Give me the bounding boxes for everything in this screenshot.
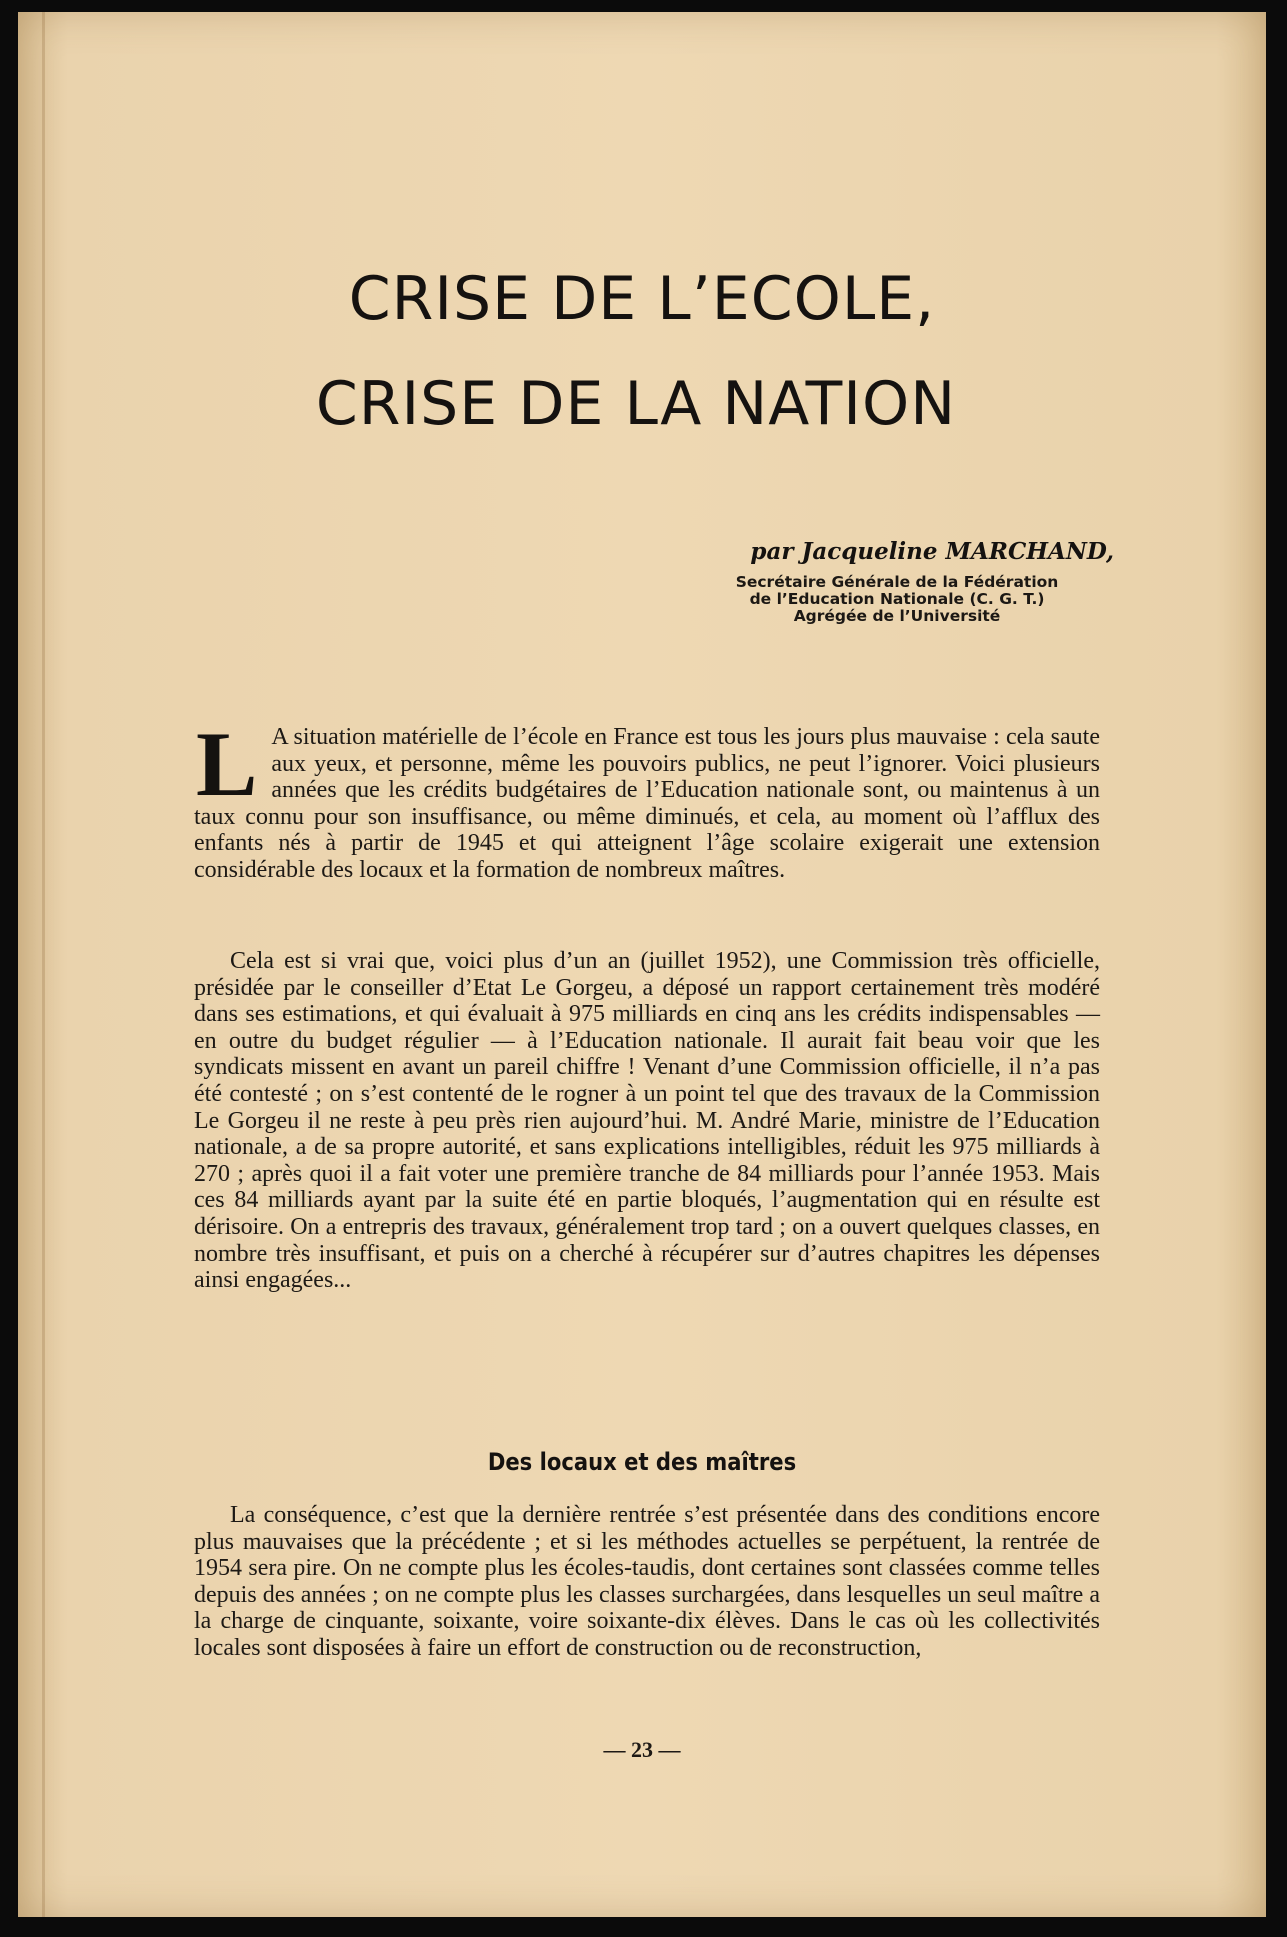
paragraph-2: Cela est si vrai que, voici plus d’un an (juillet 1952), une Commission très officielle, présidée par le conseiller d’Etat Le Gorgeu, a déposé un rapport certainement très modéré dans ses estimations, et qui évaluait à 975 milliards en cinq ans les crédits indispensables — en outre du budget régulier — à l’Education nationale. Il aurait fait beau voir que les syndicats missent en avant un pareil chiffre ! Venant d’une Commission officielle, il n’a pas été contesté ; on s’est contenté de le rogner à un point tel que des travaux de la Commission Le Gorgeu il ne reste à peu près rien aujourd’hui. M. André Marie, ministre de l’Education nationale, a de sa propre autorité, et sans explications intelligibles, réduit les 975 milliards à 270 ; après quoi il a fait voter une première tranche de 84 milliards pour l’année 1953. Mais ces 84 milliards ayant par la suite été en partie bloqués, l’augmentation qui en résulte est dérisoire. On a entrepris des travaux, généralement trop tard ; on a ouvert quelques classes, en nombre très insuffisant, et puis on a cherché à récupérer sur d’autres chapitres les dépenses ainsi engagées... <box>194 948 1100 1294</box>
paragraph-3: La conséquence, c’est que la dernière rentrée s’est présentée dans des conditions encore plus mauvaises que la précédente ; et si les méthodes actuelles se perpétuent, la rentrée de 1954 sera pire. On ne compte plus les écoles-taudis, dont certaines sont classées comme telles depuis des années ; on ne compte plus les classes surchargées, dans lesquelles un seul maître a la charge de cinquante, soixante, voire soixante-dix élèves. Dans le cas où les collectivités locales sont disposées à faire un effort de construction ou de reconstruction, <box>194 1502 1100 1661</box>
author-byline: par Jacqueline MARCHAND, <box>750 538 1114 565</box>
author-affiliation-line-1: Secrétaire Générale de la Fédération <box>735 573 1059 591</box>
article-title-line-2: CRISE DE LA NATION <box>315 369 957 439</box>
author-affiliation-line-2: de l’Education Nationale (C. G. T.) <box>749 590 1045 608</box>
paragraph-1-text: A situation matérielle de l’école en France est tous les jours plus mauvaise : cela saute aux yeux, et personne, même les pouvoirs publics, ne peut l’ignorer. Voici plusieurs années que les crédits budgétaires de l’Education nationale sont, ou maintenus à un taux connu pour son insuffisance, ou même diminués, et cela, au moment où l’afflux des enfants nés à partir de 1945 et qui atteignent l’âge scolaire exigerait une extension considérable des locaux et la formation de nombreux maîtres. <box>194 724 1100 883</box>
drop-cap: L <box>196 713 258 815</box>
author-affiliation-line-3: Agrégée de l’Université <box>793 607 1001 625</box>
section-subheading: Des locaux et des maîtres <box>487 1448 797 1476</box>
paragraph-1 <box>194 713 1100 884</box>
document-page <box>18 12 1266 1917</box>
article-title-line-1: CRISE DE L’ECOLE, <box>348 264 936 334</box>
page-number: — 23 — <box>603 1737 681 1762</box>
